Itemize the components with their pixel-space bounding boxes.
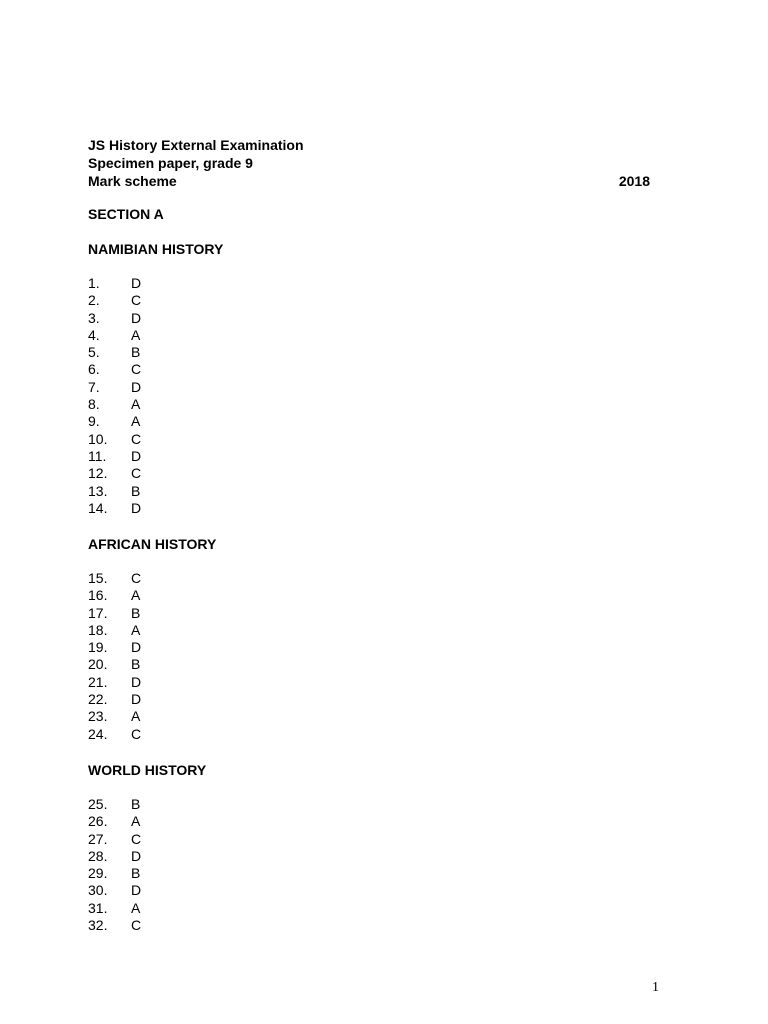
question-number: 15. bbox=[88, 570, 108, 586]
answer-letter: C bbox=[131, 830, 142, 847]
answer-letter: A bbox=[131, 396, 141, 413]
answer-row bbox=[88, 882, 141, 899]
answer-letter: C bbox=[131, 570, 142, 586]
answer-row bbox=[88, 344, 141, 361]
answer-row bbox=[88, 900, 141, 917]
answer-letter: D bbox=[131, 673, 142, 690]
answer-row bbox=[88, 813, 141, 830]
african-answer-list bbox=[88, 570, 141, 743]
question-number: 28. bbox=[88, 847, 108, 864]
answer-letter: B bbox=[131, 865, 141, 882]
answer-letter: C bbox=[131, 917, 142, 934]
answer-letter: D bbox=[131, 639, 142, 656]
question-number: 12. bbox=[88, 465, 108, 482]
question-number: 18. bbox=[88, 621, 108, 638]
world-history-heading: WORLD HISTORY bbox=[88, 762, 207, 778]
answer-row bbox=[88, 310, 141, 327]
question-number: 16. bbox=[88, 587, 108, 604]
answer-letter: C bbox=[131, 465, 142, 482]
document-header bbox=[88, 136, 650, 190]
answer-row bbox=[88, 465, 141, 482]
answer-letter: A bbox=[131, 621, 141, 638]
question-number: 19. bbox=[88, 639, 108, 656]
answer-row bbox=[88, 605, 141, 622]
answer-letter: B bbox=[131, 344, 141, 361]
answer-letter: B bbox=[131, 796, 141, 812]
answer-row bbox=[88, 656, 141, 673]
answer-row bbox=[88, 917, 141, 934]
question-number: 17. bbox=[88, 604, 108, 621]
answer-letter: B bbox=[131, 604, 141, 621]
answer-row bbox=[88, 622, 141, 639]
question-number: 5. bbox=[88, 344, 100, 361]
answer-letter: C bbox=[131, 361, 142, 378]
question-number: 6. bbox=[88, 361, 100, 378]
answer-row bbox=[88, 865, 141, 882]
answer-row bbox=[88, 483, 141, 500]
answer-row bbox=[88, 674, 141, 691]
question-number: 30. bbox=[88, 882, 108, 899]
answer-letter: A bbox=[131, 587, 141, 604]
answer-row bbox=[88, 292, 141, 309]
answer-letter: A bbox=[131, 708, 141, 725]
answer-letter: C bbox=[131, 725, 142, 742]
question-number: 4. bbox=[88, 326, 100, 343]
answer-letter: D bbox=[131, 847, 142, 864]
question-number: 10. bbox=[88, 430, 108, 447]
answer-letter: A bbox=[131, 326, 141, 343]
answer-row bbox=[88, 413, 141, 430]
mark-scheme-label: Mark scheme bbox=[88, 173, 177, 189]
answer-row bbox=[88, 396, 141, 413]
answer-letter: C bbox=[131, 292, 142, 309]
paper-subtitle: Specimen paper, grade 9 bbox=[88, 155, 253, 171]
exam-title: JS History External Examination bbox=[88, 137, 304, 153]
answer-row bbox=[88, 691, 141, 708]
header-line-mark-scheme bbox=[88, 172, 650, 190]
answer-letter: D bbox=[131, 691, 142, 708]
world-answer-list bbox=[88, 796, 141, 934]
question-number: 26. bbox=[88, 813, 108, 830]
answer-row bbox=[88, 587, 141, 604]
answer-letter: D bbox=[131, 882, 142, 899]
question-number: 11. bbox=[88, 447, 107, 464]
answer-letter: D bbox=[131, 378, 142, 395]
answer-row bbox=[88, 361, 141, 378]
question-number: 27. bbox=[88, 830, 108, 847]
question-number: 1. bbox=[88, 275, 100, 291]
answer-letter: C bbox=[131, 430, 142, 447]
namibian-answer-list bbox=[88, 275, 141, 517]
answer-letter: D bbox=[131, 309, 142, 326]
african-history-heading: AFRICAN HISTORY bbox=[88, 536, 217, 552]
question-number: 9. bbox=[88, 413, 100, 430]
answer-row bbox=[88, 379, 141, 396]
answer-letter: A bbox=[131, 813, 141, 830]
question-number: 13. bbox=[88, 482, 108, 499]
answer-row bbox=[88, 831, 141, 848]
question-number: 22. bbox=[88, 691, 108, 708]
question-number: 32. bbox=[88, 917, 108, 934]
question-number: 3. bbox=[88, 309, 100, 326]
answer-row bbox=[88, 639, 141, 656]
answer-row bbox=[88, 708, 141, 725]
answer-row bbox=[88, 500, 141, 517]
question-number: 31. bbox=[88, 899, 108, 916]
answer-row bbox=[88, 327, 141, 344]
answer-letter: A bbox=[131, 413, 141, 430]
answer-letter: D bbox=[131, 447, 142, 464]
answer-letter: B bbox=[131, 656, 141, 673]
answer-letter: D bbox=[131, 499, 142, 516]
section-a-title: SECTION A bbox=[88, 206, 164, 222]
answer-letter: B bbox=[131, 482, 141, 499]
question-number: 24. bbox=[88, 725, 108, 742]
question-number: 25. bbox=[88, 796, 108, 812]
question-number: 23. bbox=[88, 708, 108, 725]
question-number: 7. bbox=[88, 378, 100, 395]
question-number: 29. bbox=[88, 865, 108, 882]
namibian-history-heading: NAMIBIAN HISTORY bbox=[88, 241, 224, 257]
answer-letter: D bbox=[131, 275, 142, 291]
exam-year: 2018 bbox=[618, 173, 650, 189]
question-number: 14. bbox=[88, 499, 108, 516]
answer-row bbox=[88, 796, 141, 813]
question-number: 21. bbox=[88, 673, 108, 690]
answer-row bbox=[88, 726, 141, 743]
answer-letter: A bbox=[131, 899, 141, 916]
answer-row bbox=[88, 570, 141, 587]
header-line-exam-title bbox=[88, 136, 650, 154]
header-line-paper bbox=[88, 154, 650, 172]
answer-row bbox=[88, 275, 141, 292]
page-number: 1 bbox=[652, 980, 659, 995]
question-number: 2. bbox=[88, 292, 100, 309]
question-number: 8. bbox=[88, 396, 100, 413]
answer-row bbox=[88, 448, 141, 465]
answer-row bbox=[88, 431, 141, 448]
question-number: 20. bbox=[88, 656, 108, 673]
answer-row bbox=[88, 848, 141, 865]
